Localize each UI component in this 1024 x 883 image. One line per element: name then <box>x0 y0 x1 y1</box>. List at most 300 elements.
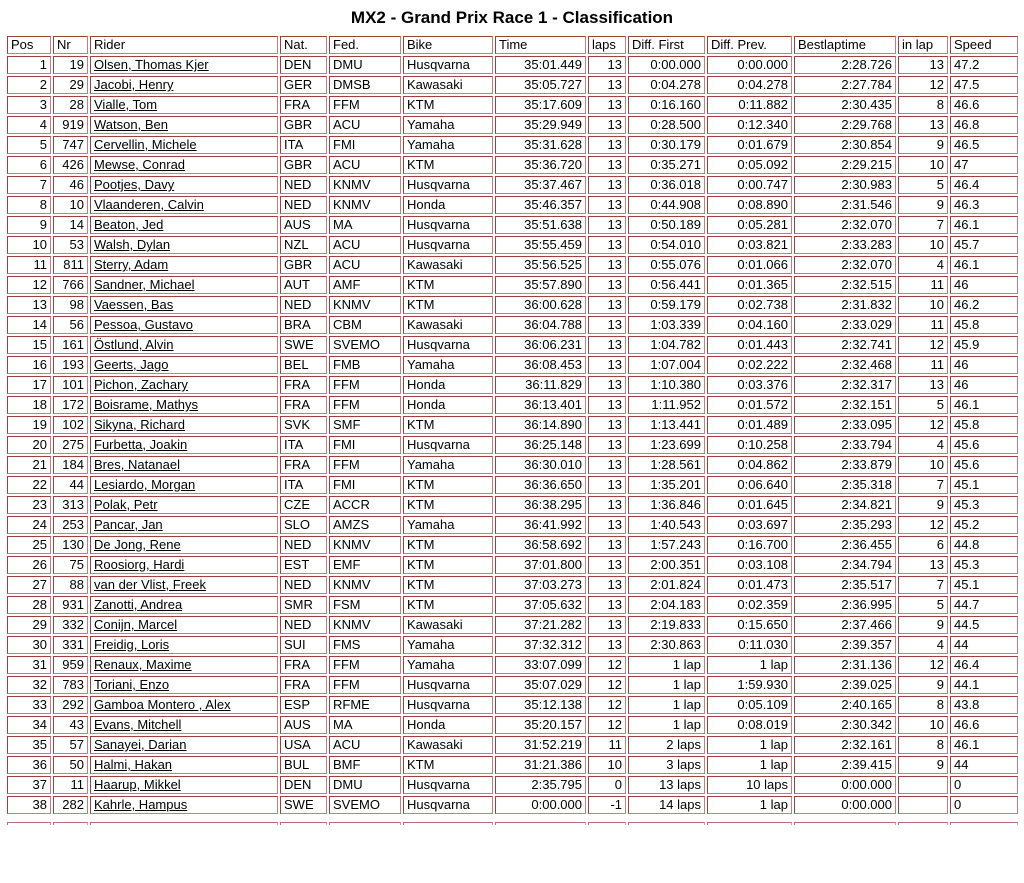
rider-link[interactable]: Vlaanderen, Calvin <box>94 197 204 212</box>
cell-nr: 282 <box>53 796 88 814</box>
rider-link[interactable]: Furbetta, Joakin <box>94 437 188 452</box>
cell-laps: 13 <box>588 356 626 374</box>
cell-speed: 46.5 <box>950 136 1018 154</box>
cell-bike: Husqvarna <box>403 336 493 354</box>
cell-bestlaptime: 2:30.342 <box>794 716 896 734</box>
cell-time: 36:13.401 <box>495 396 586 414</box>
cell-laps: 0 <box>588 776 626 794</box>
cell-bestlaptime: 2:33.095 <box>794 416 896 434</box>
rider-link[interactable]: Vialle, Tom <box>94 97 158 112</box>
cell-bike: Husqvarna <box>403 216 493 234</box>
cell-diff_prev: 0:01.489 <box>707 416 792 434</box>
cell-in_lap: 12 <box>898 656 948 674</box>
cell-diff_first: 2:00.351 <box>628 556 705 574</box>
cell-in_lap: 12 <box>898 416 948 434</box>
cell-bike: Kawasaki <box>403 736 493 754</box>
cell-time: 37:05.632 <box>495 596 586 614</box>
cell-time: 35:31.628 <box>495 136 586 154</box>
cell-diff_first: 0:55.076 <box>628 256 705 274</box>
cell-time: 37:32.312 <box>495 636 586 654</box>
rider-link[interactable]: Roosiorg, Hardi <box>94 557 185 572</box>
classification-table <box>5 34 1020 816</box>
cell-pos: 10 <box>7 236 51 254</box>
cell-diff_prev: 1 lap <box>707 736 792 754</box>
table-row <box>7 176 1018 194</box>
cell-pos: 21 <box>7 456 51 474</box>
cell-time: 35:36.720 <box>495 156 586 174</box>
cell-fed: KNMV <box>329 196 401 214</box>
cell-nat: FRA <box>280 396 327 414</box>
cell-bike: Kawasaki <box>403 76 493 94</box>
cell-nat: ITA <box>280 436 327 454</box>
cell-nr: 275 <box>53 436 88 454</box>
cell-laps: 12 <box>588 716 626 734</box>
cell-diff_prev: 0:03.697 <box>707 516 792 534</box>
cell-diff_first: 0:30.179 <box>628 136 705 154</box>
cell-speed: 44.8 <box>950 536 1018 554</box>
cell-nr: 88 <box>53 576 88 594</box>
cell-diff_prev: 0:05.281 <box>707 216 792 234</box>
cell-rider <box>90 796 278 814</box>
rider-link[interactable]: Geerts, Jago <box>94 357 169 372</box>
cell-bike: KTM <box>403 536 493 554</box>
table-row <box>7 376 1018 394</box>
cell-pos: 22 <box>7 476 51 494</box>
cell-bestlaptime: 2:34.794 <box>794 556 896 574</box>
rider-link[interactable]: Lesiardo, Morgan <box>94 477 196 492</box>
cell-bike: KTM <box>403 96 493 114</box>
table-row <box>7 396 1018 414</box>
cell-diff_prev: 1 lap <box>707 756 792 774</box>
cell-diff_first: 1:04.782 <box>628 336 705 354</box>
rider-link[interactable]: Bres, Natanael <box>94 457 180 472</box>
cell-bestlaptime: 2:29.768 <box>794 116 896 134</box>
cell-diff_first: 1 lap <box>628 676 705 694</box>
cell-diff_first: 0:28.500 <box>628 116 705 134</box>
cell-time: 36:00.628 <box>495 296 586 314</box>
table-row <box>7 216 1018 234</box>
cell-fed: RFME <box>329 696 401 714</box>
cell-laps: 13 <box>588 236 626 254</box>
cell-nat: GBR <box>280 156 327 174</box>
cell-diff_first: 1 lap <box>628 716 705 734</box>
rider-link[interactable]: Toriani, Enzo <box>94 677 170 692</box>
cell-rider <box>90 656 278 674</box>
cell-pos: 12 <box>7 276 51 294</box>
cell-nat: AUS <box>280 716 327 734</box>
cell-in_lap: 13 <box>898 556 948 574</box>
column-header-in_lap: in lap <box>898 36 948 54</box>
rider-link[interactable]: Watson, Ben <box>94 117 168 132</box>
cell-diff_prev: 0:00.000 <box>707 56 792 74</box>
cell-fed: ACU <box>329 256 401 274</box>
cell-fed: SVEMO <box>329 796 401 814</box>
cell-fed: ACU <box>329 736 401 754</box>
cell-in_lap: 6 <box>898 536 948 554</box>
cell-bestlaptime: 2:30.435 <box>794 96 896 114</box>
table-row <box>7 636 1018 654</box>
rider-link[interactable]: Pootjes, Davy <box>94 177 175 192</box>
cell-rider <box>90 516 278 534</box>
cell-diff_prev: 0:11.030 <box>707 636 792 654</box>
cell-fed: ACCR <box>329 496 401 514</box>
cell-pos: 19 <box>7 416 51 434</box>
cell-bike: Honda <box>403 716 493 734</box>
column-header-rider: Rider <box>90 36 278 54</box>
cell-diff_first: 1:10.380 <box>628 376 705 394</box>
cell-pos: 33 <box>7 696 51 714</box>
cell-diff_prev: 0:01.572 <box>707 396 792 414</box>
cell-bike: KTM <box>403 556 493 574</box>
cell-pos: 27 <box>7 576 51 594</box>
cell-bike: KTM <box>403 476 493 494</box>
next-table-fragment <box>0 820 1024 825</box>
cropped-cell-pos <box>7 822 51 825</box>
cropped-cell-in_lap <box>898 822 948 825</box>
cell-diff_prev: 0:08.890 <box>707 196 792 214</box>
cell-speed: 43.8 <box>950 696 1018 714</box>
cropped-cell-diff_prev <box>707 822 792 825</box>
cell-diff_prev: 0:11.882 <box>707 96 792 114</box>
cell-fed: MA <box>329 716 401 734</box>
cell-pos: 38 <box>7 796 51 814</box>
cell-bike: Honda <box>403 196 493 214</box>
cell-diff_first: 1:23.699 <box>628 436 705 454</box>
rider-link[interactable]: Polak, Petr <box>94 497 158 512</box>
cell-nr: 161 <box>53 336 88 354</box>
cell-in_lap: 10 <box>898 716 948 734</box>
cell-pos: 36 <box>7 756 51 774</box>
cell-diff_first: 0:36.018 <box>628 176 705 194</box>
cell-bike: Husqvarna <box>403 56 493 74</box>
cell-diff_first: 1:28.561 <box>628 456 705 474</box>
rider-link[interactable]: Pessoa, Gustavo <box>94 317 193 332</box>
cell-rider <box>90 456 278 474</box>
table-row <box>7 516 1018 534</box>
cell-speed: 45.6 <box>950 436 1018 454</box>
cell-bestlaptime: 2:32.070 <box>794 256 896 274</box>
cell-time: 35:46.357 <box>495 196 586 214</box>
cell-rider <box>90 196 278 214</box>
cell-nat: AUT <box>280 276 327 294</box>
column-header-nat: Nat. <box>280 36 327 54</box>
cell-bike: KTM <box>403 756 493 774</box>
cell-diff_prev: 0:01.473 <box>707 576 792 594</box>
table-row <box>7 56 1018 74</box>
cell-diff_prev: 0:16.700 <box>707 536 792 554</box>
cell-fed: FFM <box>329 96 401 114</box>
cell-nr: 98 <box>53 296 88 314</box>
cell-speed: 45.6 <box>950 456 1018 474</box>
cell-bike: Yamaha <box>403 456 493 474</box>
cell-bestlaptime: 2:31.832 <box>794 296 896 314</box>
cell-rider <box>90 576 278 594</box>
cell-speed: 47 <box>950 156 1018 174</box>
cell-pos: 2 <box>7 76 51 94</box>
rider-link[interactable]: Conijn, Marcel <box>94 617 178 632</box>
cell-time: 35:05.727 <box>495 76 586 94</box>
cell-pos: 23 <box>7 496 51 514</box>
cell-bike: KTM <box>403 596 493 614</box>
table-row <box>7 296 1018 314</box>
rider-link[interactable]: Gamboa Montero , Alex <box>94 697 231 712</box>
cell-bestlaptime: 2:33.794 <box>794 436 896 454</box>
cell-nat: DEN <box>280 56 327 74</box>
cell-diff_prev: 0:04.862 <box>707 456 792 474</box>
cell-diff_first: 0:04.278 <box>628 76 705 94</box>
cell-speed: 46.8 <box>950 116 1018 134</box>
rider-link[interactable]: Halmi, Hakan <box>94 757 173 772</box>
cell-bestlaptime: 2:31.546 <box>794 196 896 214</box>
cell-speed: 45.3 <box>950 556 1018 574</box>
cell-bestlaptime: 2:34.821 <box>794 496 896 514</box>
cell-diff_first: 1:03.339 <box>628 316 705 334</box>
rider-link[interactable]: Kahrle, Hampus <box>94 797 188 812</box>
cell-bike: Husqvarna <box>403 436 493 454</box>
cell-speed: 45.8 <box>950 316 1018 334</box>
cell-rider <box>90 316 278 334</box>
cell-pos: 7 <box>7 176 51 194</box>
rider-link[interactable]: Mewse, Conrad <box>94 157 186 172</box>
cell-time: 36:58.692 <box>495 536 586 554</box>
cell-nat: FRA <box>280 656 327 674</box>
table-row <box>7 236 1018 254</box>
cell-diff_first: 0:35.271 <box>628 156 705 174</box>
table-row <box>7 676 1018 694</box>
cell-laps: 13 <box>588 636 626 654</box>
cell-nat: NED <box>280 616 327 634</box>
cell-time: 35:55.459 <box>495 236 586 254</box>
cell-fed: KNMV <box>329 616 401 634</box>
cell-nat: NED <box>280 296 327 314</box>
cell-diff_first: 13 laps <box>628 776 705 794</box>
rider-link[interactable]: Zanotti, Andrea <box>94 597 183 612</box>
cell-nr: 101 <box>53 376 88 394</box>
cell-rider <box>90 596 278 614</box>
cell-in_lap <box>898 776 948 794</box>
rider-link[interactable]: Pichon, Zachary <box>94 377 188 392</box>
cell-in_lap: 12 <box>898 76 948 94</box>
cell-laps: 13 <box>588 556 626 574</box>
cell-in_lap: 9 <box>898 496 948 514</box>
cell-fed: EMF <box>329 556 401 574</box>
cell-diff_first: 1:35.201 <box>628 476 705 494</box>
rider-link[interactable]: Boisrame, Mathys <box>94 397 199 412</box>
cell-nat: GBR <box>280 256 327 274</box>
cell-pos: 20 <box>7 436 51 454</box>
cell-diff_prev: 0:15.650 <box>707 616 792 634</box>
cell-time: 35:37.467 <box>495 176 586 194</box>
cell-pos: 1 <box>7 56 51 74</box>
rider-link[interactable]: Renaux, Maxime <box>94 657 192 672</box>
cell-diff_first: 1 lap <box>628 696 705 714</box>
cell-fed: KNMV <box>329 176 401 194</box>
cell-pos: 14 <box>7 316 51 334</box>
table-row <box>7 656 1018 674</box>
rider-link[interactable]: Sanayei, Darian <box>94 737 187 752</box>
cell-rider <box>90 636 278 654</box>
cell-in_lap: 4 <box>898 436 948 454</box>
cell-diff_first: 1:07.004 <box>628 356 705 374</box>
cell-fed: FMS <box>329 636 401 654</box>
cell-in_lap: 9 <box>898 676 948 694</box>
cell-bike: Husqvarna <box>403 676 493 694</box>
cell-rider <box>90 476 278 494</box>
cell-nr: 14 <box>53 216 88 234</box>
cell-in_lap: 9 <box>898 196 948 214</box>
rider-link[interactable]: Vaessen, Bas <box>94 297 174 312</box>
page-title: MX2 - Grand Prix Race 1 - Classification <box>350 8 674 27</box>
cell-laps: 13 <box>588 496 626 514</box>
cell-nr: 959 <box>53 656 88 674</box>
cell-nat: FRA <box>280 96 327 114</box>
cell-laps: 13 <box>588 376 626 394</box>
cell-nr: 426 <box>53 156 88 174</box>
cell-rider <box>90 396 278 414</box>
column-header-pos: Pos <box>7 36 51 54</box>
cell-diff_first: 1:13.441 <box>628 416 705 434</box>
cell-speed: 46.6 <box>950 716 1018 734</box>
cell-rider <box>90 76 278 94</box>
cell-time: 35:12.138 <box>495 696 586 714</box>
cell-time: 36:38.295 <box>495 496 586 514</box>
cell-time: 36:25.148 <box>495 436 586 454</box>
cell-in_lap: 9 <box>898 616 948 634</box>
cell-in_lap: 10 <box>898 236 948 254</box>
cell-diff_prev: 0:01.679 <box>707 136 792 154</box>
cell-speed: 45.1 <box>950 576 1018 594</box>
rider-link[interactable]: Östlund, Alvin <box>94 337 174 352</box>
cell-bestlaptime: 2:32.161 <box>794 736 896 754</box>
cell-speed: 0 <box>950 796 1018 814</box>
cell-speed: 45.3 <box>950 496 1018 514</box>
table-row <box>7 276 1018 294</box>
cell-time: 36:04.788 <box>495 316 586 334</box>
cell-nat: NZL <box>280 236 327 254</box>
cell-fed: FFM <box>329 656 401 674</box>
cropped-cell-bestlaptime <box>794 822 896 825</box>
cell-diff_prev: 0:12.340 <box>707 116 792 134</box>
column-header-speed: Speed <box>950 36 1018 54</box>
cell-nr: 253 <box>53 516 88 534</box>
rider-link[interactable]: Pancar, Jan <box>94 517 163 532</box>
cell-speed: 44 <box>950 756 1018 774</box>
rider-link[interactable]: Sikyna, Richard <box>94 417 186 432</box>
cell-fed: KNMV <box>329 296 401 314</box>
cell-bestlaptime: 2:30.983 <box>794 176 896 194</box>
cell-nr: 75 <box>53 556 88 574</box>
table-row <box>7 776 1018 794</box>
cell-diff_first: 2:30.863 <box>628 636 705 654</box>
rider-link[interactable]: Olsen, Thomas Kjer <box>94 57 209 72</box>
cell-diff_prev: 0:04.160 <box>707 316 792 334</box>
cell-nat: SWE <box>280 336 327 354</box>
cell-bike: KTM <box>403 296 493 314</box>
cell-fed: FFM <box>329 376 401 394</box>
rider-link[interactable]: Haarup, Mikkel <box>94 777 181 792</box>
rider-link[interactable]: Sterry, Adam <box>94 257 169 272</box>
rider-link[interactable]: Evans, Mitchell <box>94 717 182 732</box>
cell-time: 36:36.650 <box>495 476 586 494</box>
rider-link[interactable]: Walsh, Dylan <box>94 237 171 252</box>
cell-diff_prev: 0:03.821 <box>707 236 792 254</box>
cell-nat: CZE <box>280 496 327 514</box>
cell-bestlaptime: 0:00.000 <box>794 776 896 794</box>
rider-link[interactable]: van der Vlist, Freek <box>94 577 206 592</box>
cell-diff_prev: 0:01.645 <box>707 496 792 514</box>
cell-nat: BUL <box>280 756 327 774</box>
header-row <box>7 36 1018 54</box>
rider-link[interactable]: De Jong, Rene <box>94 537 181 552</box>
table-row <box>7 256 1018 274</box>
cell-nat: GBR <box>280 116 327 134</box>
cell-diff_first: 1:57.243 <box>628 536 705 554</box>
cropped-row <box>7 822 1018 825</box>
cell-bestlaptime: 2:32.741 <box>794 336 896 354</box>
table-row <box>7 136 1018 154</box>
cell-diff_prev: 0:02.738 <box>707 296 792 314</box>
cell-bike: Yamaha <box>403 656 493 674</box>
cell-diff_first: 1:11.952 <box>628 396 705 414</box>
cell-laps: 12 <box>588 656 626 674</box>
cell-pos: 30 <box>7 636 51 654</box>
cell-bestlaptime: 2:27.784 <box>794 76 896 94</box>
cell-bestlaptime: 2:33.283 <box>794 236 896 254</box>
table-row <box>7 736 1018 754</box>
cell-nr: 313 <box>53 496 88 514</box>
cell-nat: FRA <box>280 376 327 394</box>
cell-time: 2:35.795 <box>495 776 586 794</box>
rider-link[interactable]: Freidig, Loris <box>94 637 170 652</box>
cell-nr: 332 <box>53 616 88 634</box>
rider-link[interactable]: Beaton, Jed <box>94 217 164 232</box>
cell-bike: Kawasaki <box>403 616 493 634</box>
rider-link[interactable]: Sandner, Michael <box>94 277 195 292</box>
cell-bestlaptime: 2:32.317 <box>794 376 896 394</box>
cell-speed: 46.1 <box>950 256 1018 274</box>
cell-bestlaptime: 2:36.455 <box>794 536 896 554</box>
cell-fed: FMI <box>329 136 401 154</box>
cell-pos: 18 <box>7 396 51 414</box>
results-page <box>0 8 1024 883</box>
cell-diff_first: 0:00.000 <box>628 56 705 74</box>
cell-rider <box>90 496 278 514</box>
rider-link[interactable]: Cervellin, Michele <box>94 137 197 152</box>
rider-link[interactable]: Jacobi, Henry <box>94 77 174 92</box>
cell-in_lap: 10 <box>898 456 948 474</box>
cell-nr: 766 <box>53 276 88 294</box>
column-header-diff_first: Diff. First <box>628 36 705 54</box>
cell-diff_first: 2 laps <box>628 736 705 754</box>
cell-diff_prev: 0:03.376 <box>707 376 792 394</box>
cell-rider <box>90 236 278 254</box>
cell-nat: EST <box>280 556 327 574</box>
cell-time: 35:07.029 <box>495 676 586 694</box>
cell-bike: KTM <box>403 276 493 294</box>
cell-laps: 13 <box>588 76 626 94</box>
cell-fed: FFM <box>329 396 401 414</box>
cell-speed: 46 <box>950 356 1018 374</box>
cell-in_lap: 11 <box>898 316 948 334</box>
cell-diff_prev: 0:03.108 <box>707 556 792 574</box>
cell-laps: -1 <box>588 796 626 814</box>
cell-nat: SWE <box>280 796 327 814</box>
cell-in_lap <box>898 796 948 814</box>
cell-diff_first: 0:44.908 <box>628 196 705 214</box>
cell-diff_prev: 0:04.278 <box>707 76 792 94</box>
cropped-cell-fed <box>329 822 401 825</box>
cell-nat: ESP <box>280 696 327 714</box>
